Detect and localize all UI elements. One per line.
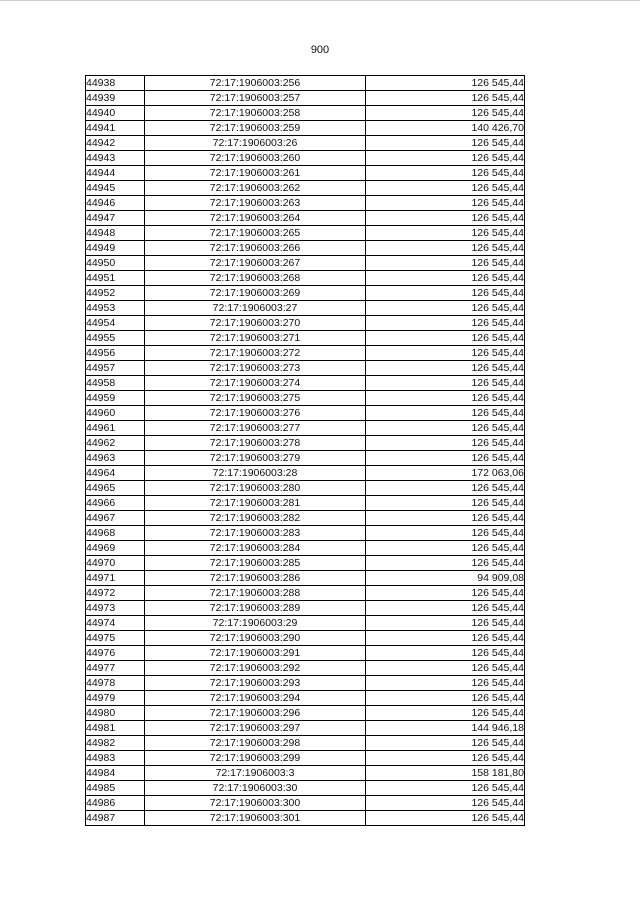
- row-number-cell: 44945: [86, 181, 145, 196]
- row-number-cell: 44972: [86, 586, 145, 601]
- row-number-cell: 44944: [86, 166, 145, 181]
- cadastral-value-cell: 172 063,06: [366, 466, 525, 481]
- cadastral-value-cell: 126 545,44: [366, 796, 525, 811]
- table-row: [86, 631, 525, 646]
- row-number-cell: 44940: [86, 106, 145, 121]
- row-number-cell: 44984: [86, 766, 145, 781]
- cadastral-number-cell: 72:17:1906003:296: [145, 706, 366, 721]
- cadastral-value-cell: 126 545,44: [366, 556, 525, 571]
- row-number-cell: 44986: [86, 796, 145, 811]
- cadastral-value-cell: 126 545,44: [366, 451, 525, 466]
- table-row: [86, 196, 525, 211]
- cadastral-number-cell: 72:17:1906003:274: [145, 376, 366, 391]
- row-number-cell: 44966: [86, 496, 145, 511]
- row-number-cell: 44964: [86, 466, 145, 481]
- table-row: [86, 301, 525, 316]
- row-number-cell: 44942: [86, 136, 145, 151]
- scan-top-edge: [0, 0, 640, 1]
- cadastral-number-cell: 72:17:1906003:277: [145, 421, 366, 436]
- table-row: [86, 481, 525, 496]
- row-number-cell: 44958: [86, 376, 145, 391]
- cadastral-value-cell: 94 909,08: [366, 571, 525, 586]
- cadastral-number-cell: 72:17:1906003:256: [145, 76, 366, 91]
- cadastral-number-cell: 72:17:1906003:270: [145, 316, 366, 331]
- cadastral-value-cell: 126 545,44: [366, 631, 525, 646]
- cadastral-value-cell: 126 545,44: [366, 226, 525, 241]
- cadastral-number-cell: 72:17:1906003:3: [145, 766, 366, 781]
- cadastral-number-cell: 72:17:1906003:281: [145, 496, 366, 511]
- row-number-cell: 44947: [86, 211, 145, 226]
- cadastral-value-cell: 126 545,44: [366, 706, 525, 721]
- cadastral-value-cell: 126 545,44: [366, 301, 525, 316]
- cadastral-number-cell: 72:17:1906003:297: [145, 721, 366, 736]
- cadastral-value-cell: 126 545,44: [366, 481, 525, 496]
- cadastral-value-cell: 126 545,44: [366, 586, 525, 601]
- table-row: [86, 391, 525, 406]
- row-number-cell: 44946: [86, 196, 145, 211]
- table-row: [86, 511, 525, 526]
- row-number-cell: 44981: [86, 721, 145, 736]
- table-row: [86, 346, 525, 361]
- cadastral-number-cell: 72:17:1906003:26: [145, 136, 366, 151]
- cadastral-value-cell: 126 545,44: [366, 436, 525, 451]
- cadastral-value-cell: 126 545,44: [366, 616, 525, 631]
- cadastral-number-cell: 72:17:1906003:264: [145, 211, 366, 226]
- table-row: [86, 271, 525, 286]
- cadastral-value-cell: 126 545,44: [366, 691, 525, 706]
- table-row: [86, 466, 525, 481]
- cadastral-value-cell: 126 545,44: [366, 211, 525, 226]
- table-row: [86, 811, 525, 826]
- cadastral-number-cell: 72:17:1906003:299: [145, 751, 366, 766]
- cadastral-value-cell: 126 545,44: [366, 106, 525, 121]
- table-row: [86, 646, 525, 661]
- cadastral-value-cell: 126 545,44: [366, 151, 525, 166]
- table-row: [86, 496, 525, 511]
- row-number-cell: 44961: [86, 421, 145, 436]
- cadastral-value-cell: 126 545,44: [366, 646, 525, 661]
- cadastral-value-cell: 126 545,44: [366, 91, 525, 106]
- row-number-cell: 44977: [86, 661, 145, 676]
- row-number-cell: 44974: [86, 616, 145, 631]
- table-row: [86, 316, 525, 331]
- cadastral-value-cell: 126 545,44: [366, 376, 525, 391]
- cadastral-value-cell: 126 545,44: [366, 736, 525, 751]
- table-row: [86, 736, 525, 751]
- table-row: [86, 721, 525, 736]
- cadastral-number-cell: 72:17:1906003:268: [145, 271, 366, 286]
- row-number-cell: 44965: [86, 481, 145, 496]
- cadastral-value-cell: 126 545,44: [366, 316, 525, 331]
- cadastral-number-cell: 72:17:1906003:294: [145, 691, 366, 706]
- table-row: [86, 211, 525, 226]
- row-number-cell: 44971: [86, 571, 145, 586]
- cadastral-number-cell: 72:17:1906003:293: [145, 676, 366, 691]
- cadastral-number-cell: 72:17:1906003:282: [145, 511, 366, 526]
- table-row: [86, 136, 525, 151]
- cadastral-number-cell: 72:17:1906003:269: [145, 286, 366, 301]
- table-row: [86, 601, 525, 616]
- row-number-cell: 44943: [86, 151, 145, 166]
- cadastral-value-cell: 126 545,44: [366, 76, 525, 91]
- cadastral-number-cell: 72:17:1906003:271: [145, 331, 366, 346]
- row-number-cell: 44987: [86, 811, 145, 826]
- cadastral-number-cell: 72:17:1906003:273: [145, 361, 366, 376]
- cadastral-value-table: [85, 75, 525, 826]
- cadastral-number-cell: 72:17:1906003:279: [145, 451, 366, 466]
- cadastral-number-cell: 72:17:1906003:290: [145, 631, 366, 646]
- table-row: [86, 526, 525, 541]
- row-number-cell: 44963: [86, 451, 145, 466]
- cadastral-value-cell: 126 545,44: [366, 256, 525, 271]
- page-number: 900: [310, 44, 330, 56]
- table-row: [86, 766, 525, 781]
- row-number-cell: 44949: [86, 241, 145, 256]
- table-row: [86, 286, 525, 301]
- row-number-cell: 44985: [86, 781, 145, 796]
- row-number-cell: 44952: [86, 286, 145, 301]
- row-number-cell: 44962: [86, 436, 145, 451]
- row-number-cell: 44955: [86, 331, 145, 346]
- table-row: [86, 796, 525, 811]
- cadastral-number-cell: 72:17:1906003:289: [145, 601, 366, 616]
- cadastral-value-cell: 126 545,44: [366, 241, 525, 256]
- cadastral-number-cell: 72:17:1906003:276: [145, 406, 366, 421]
- cadastral-value-cell: 126 545,44: [366, 166, 525, 181]
- cadastral-number-cell: 72:17:1906003:259: [145, 121, 366, 136]
- cadastral-value-cell: 126 545,44: [366, 541, 525, 556]
- table-row: [86, 256, 525, 271]
- row-number-cell: 44983: [86, 751, 145, 766]
- cadastral-value-cell: 126 545,44: [366, 751, 525, 766]
- table-row: [86, 406, 525, 421]
- cadastral-value-cell: 126 545,44: [366, 286, 525, 301]
- cadastral-value-cell: 126 545,44: [366, 421, 525, 436]
- table-row: [86, 661, 525, 676]
- cadastral-number-cell: 72:17:1906003:292: [145, 661, 366, 676]
- cadastral-value-cell: 126 545,44: [366, 526, 525, 541]
- cadastral-number-cell: 72:17:1906003:267: [145, 256, 366, 271]
- row-number-cell: 44973: [86, 601, 145, 616]
- table-row: [86, 166, 525, 181]
- cadastral-number-cell: 72:17:1906003:280: [145, 481, 366, 496]
- table-row: [86, 586, 525, 601]
- cadastral-number-cell: 72:17:1906003:288: [145, 586, 366, 601]
- cadastral-value-cell: 126 545,44: [366, 601, 525, 616]
- row-number-cell: 44967: [86, 511, 145, 526]
- table-row: [86, 121, 525, 136]
- table-row: [86, 106, 525, 121]
- cadastral-number-cell: 72:17:1906003:266: [145, 241, 366, 256]
- row-number-cell: 44939: [86, 91, 145, 106]
- table-row: [86, 436, 525, 451]
- row-number-cell: 44948: [86, 226, 145, 241]
- cadastral-value-cell: 126 545,44: [366, 346, 525, 361]
- cadastral-value-cell: 144 946,18: [366, 721, 525, 736]
- cadastral-number-cell: 72:17:1906003:260: [145, 151, 366, 166]
- row-number-cell: 44957: [86, 361, 145, 376]
- row-number-cell: 44975: [86, 631, 145, 646]
- cadastral-value-cell: 126 545,44: [366, 181, 525, 196]
- table-row: [86, 361, 525, 376]
- cadastral-number-cell: 72:17:1906003:27: [145, 301, 366, 316]
- table-body: [86, 76, 525, 826]
- row-number-cell: 44960: [86, 406, 145, 421]
- table-row: [86, 331, 525, 346]
- row-number-cell: 44982: [86, 736, 145, 751]
- table-row: [86, 691, 525, 706]
- cadastral-number-cell: 72:17:1906003:285: [145, 556, 366, 571]
- cadastral-number-cell: 72:17:1906003:261: [145, 166, 366, 181]
- table-row: [86, 91, 525, 106]
- row-number-cell: 44950: [86, 256, 145, 271]
- cadastral-value-cell: 126 545,44: [366, 496, 525, 511]
- row-number-cell: 44941: [86, 121, 145, 136]
- table-row: [86, 676, 525, 691]
- cadastral-number-cell: 72:17:1906003:262: [145, 181, 366, 196]
- cadastral-number-cell: 72:17:1906003:298: [145, 736, 366, 751]
- cadastral-number-cell: 72:17:1906003:257: [145, 91, 366, 106]
- row-number-cell: 44976: [86, 646, 145, 661]
- cadastral-value-cell: 140 426,70: [366, 121, 525, 136]
- table-row: [86, 181, 525, 196]
- cadastral-value-cell: 126 545,44: [366, 136, 525, 151]
- row-number-cell: 44978: [86, 676, 145, 691]
- row-number-cell: 44959: [86, 391, 145, 406]
- row-number-cell: 44979: [86, 691, 145, 706]
- cadastral-value-cell: 126 545,44: [366, 781, 525, 796]
- table-row: [86, 241, 525, 256]
- table-row: [86, 541, 525, 556]
- cadastral-number-cell: 72:17:1906003:286: [145, 571, 366, 586]
- cadastral-number-cell: 72:17:1906003:301: [145, 811, 366, 826]
- row-number-cell: 44956: [86, 346, 145, 361]
- row-number-cell: 44969: [86, 541, 145, 556]
- row-number-cell: 44970: [86, 556, 145, 571]
- row-number-cell: 44951: [86, 271, 145, 286]
- row-number-cell: 44953: [86, 301, 145, 316]
- table-row: [86, 151, 525, 166]
- table-row: [86, 781, 525, 796]
- table-row: [86, 571, 525, 586]
- table-row: [86, 706, 525, 721]
- cadastral-number-cell: 72:17:1906003:291: [145, 646, 366, 661]
- cadastral-number-cell: 72:17:1906003:258: [145, 106, 366, 121]
- table-row: [86, 376, 525, 391]
- cadastral-value-cell: 158 181,80: [366, 766, 525, 781]
- cadastral-value-cell: 126 545,44: [366, 331, 525, 346]
- table-row: [86, 451, 525, 466]
- cadastral-number-cell: 72:17:1906003:275: [145, 391, 366, 406]
- cadastral-value-cell: 126 545,44: [366, 391, 525, 406]
- cadastral-value-cell: 126 545,44: [366, 406, 525, 421]
- cadastral-number-cell: 72:17:1906003:263: [145, 196, 366, 211]
- table-row: [86, 226, 525, 241]
- cadastral-value-cell: 126 545,44: [366, 511, 525, 526]
- cadastral-number-cell: 72:17:1906003:30: [145, 781, 366, 796]
- cadastral-value-cell: 126 545,44: [366, 271, 525, 286]
- cadastral-number-cell: 72:17:1906003:284: [145, 541, 366, 556]
- cadastral-number-cell: 72:17:1906003:29: [145, 616, 366, 631]
- row-number-cell: 44980: [86, 706, 145, 721]
- cadastral-value-cell: 126 545,44: [366, 676, 525, 691]
- cadastral-value-cell: 126 545,44: [366, 811, 525, 826]
- cadastral-value-cell: 126 545,44: [366, 361, 525, 376]
- table-row: [86, 556, 525, 571]
- cadastral-number-cell: 72:17:1906003:300: [145, 796, 366, 811]
- cadastral-number-cell: 72:17:1906003:272: [145, 346, 366, 361]
- table-row: [86, 616, 525, 631]
- cadastral-number-cell: 72:17:1906003:265: [145, 226, 366, 241]
- row-number-cell: 44968: [86, 526, 145, 541]
- row-number-cell: 44954: [86, 316, 145, 331]
- cadastral-number-cell: 72:17:1906003:28: [145, 466, 366, 481]
- cadastral-value-cell: 126 545,44: [366, 196, 525, 211]
- cadastral-number-cell: 72:17:1906003:278: [145, 436, 366, 451]
- table-row: [86, 751, 525, 766]
- cadastral-value-cell: 126 545,44: [366, 661, 525, 676]
- table-row: [86, 421, 525, 436]
- cadastral-number-cell: 72:17:1906003:283: [145, 526, 366, 541]
- row-number-cell: 44938: [86, 76, 145, 91]
- table-row: [86, 76, 525, 91]
